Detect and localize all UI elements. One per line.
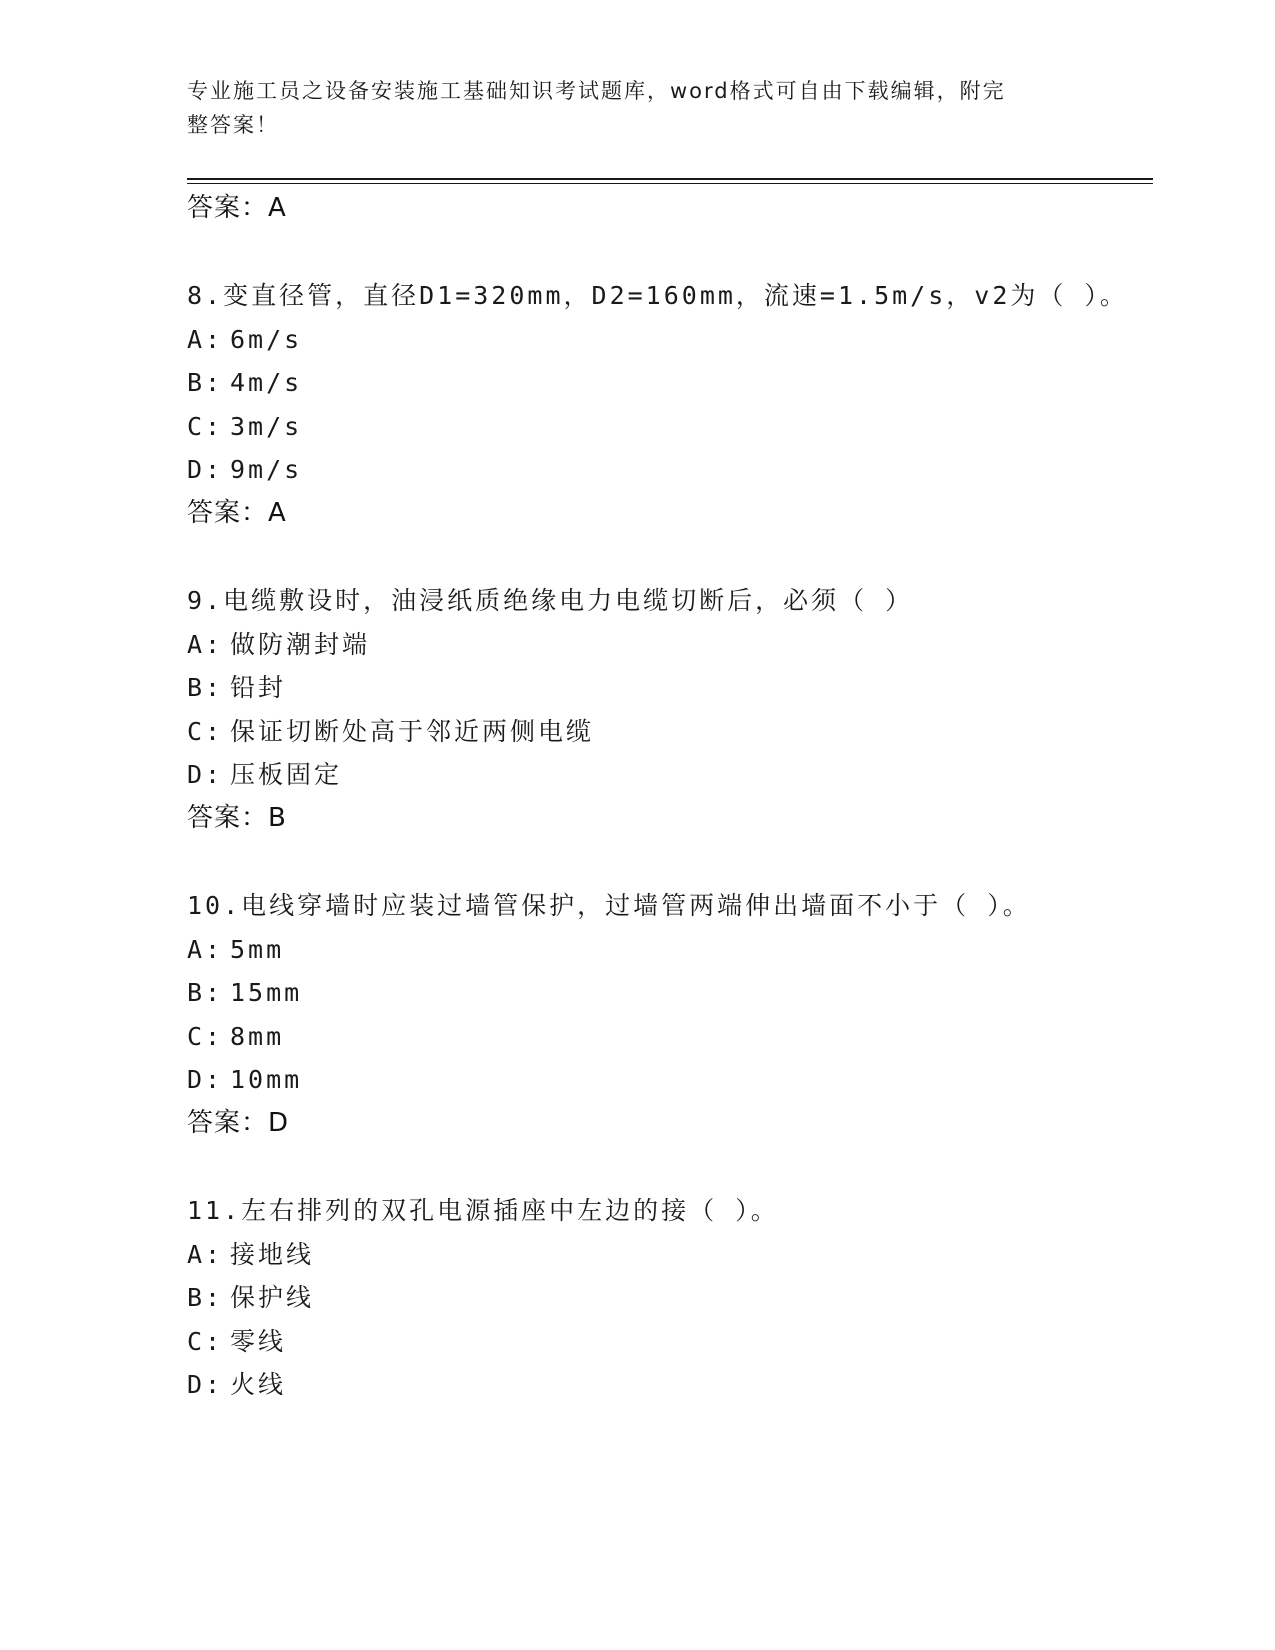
option-text: 3m/s	[230, 412, 303, 441]
option-key: B:	[187, 1283, 224, 1312]
q11-option-a	[187, 1237, 314, 1273]
header-line-1: 专业施工员之设备安装施工基础知识考试题库，word格式可自由下载编辑，附完	[187, 79, 1006, 103]
q11-option-b	[187, 1280, 314, 1316]
option-key: B:	[187, 673, 224, 702]
q10-option-b	[187, 975, 302, 1011]
option-key: A:	[187, 1240, 224, 1269]
option-text: 15mm	[230, 978, 303, 1007]
q10-option-d	[187, 1062, 302, 1098]
option-text: 压板固定	[230, 760, 343, 789]
question-10: 10.电线穿墙时应装过墙管保护，过墙管两端伸出墙面不小于（ ）。	[187, 891, 1031, 920]
option-key: C:	[187, 412, 224, 441]
q9-option-c	[187, 714, 594, 750]
option-text: 接地线	[230, 1240, 315, 1269]
q8-option-c	[187, 409, 302, 445]
header-divider-thin	[187, 183, 1153, 184]
question-11: 11.左右排列的双孔电源插座中左边的接（ ）。	[187, 1196, 779, 1225]
option-text: 火线	[230, 1370, 287, 1399]
answer-q7: 答案：A	[187, 193, 287, 223]
option-text: 5mm	[230, 935, 285, 964]
option-key: D:	[187, 1370, 224, 1399]
q9-option-a	[187, 627, 370, 663]
option-text: 铅封	[230, 673, 287, 702]
option-text: 10mm	[230, 1065, 303, 1094]
question-9: 9.电缆敷设时，油浸纸质绝缘电力电缆切断后，必须（ ）	[187, 586, 914, 615]
option-text: 8mm	[230, 1022, 285, 1051]
option-key: C:	[187, 1327, 224, 1356]
option-key: B:	[187, 978, 224, 1007]
option-key: D:	[187, 1065, 224, 1094]
option-key: C:	[187, 1022, 224, 1051]
document-header	[187, 74, 1067, 142]
q9-option-b	[187, 670, 286, 706]
answer-q10: 答案：D	[187, 1108, 290, 1138]
option-key: A:	[187, 935, 224, 964]
option-key: A:	[187, 630, 224, 659]
header-divider-thick	[187, 178, 1153, 180]
q11-option-d	[187, 1367, 286, 1403]
header-line-2: 整答案！	[187, 113, 279, 137]
option-key: A:	[187, 325, 224, 354]
option-key: D:	[187, 455, 224, 484]
q11-option-c	[187, 1324, 286, 1360]
option-key: B:	[187, 368, 224, 397]
option-text: 保护线	[230, 1283, 315, 1312]
answer-q8: 答案：A	[187, 498, 287, 528]
question-8: 8.变直径管，直径D1=320mm，D2=160mm，流速=1.5m/s，v2为（ ）。	[187, 281, 1128, 310]
q10-option-c	[187, 1019, 284, 1055]
option-text: 保证切断处高于邻近两侧电缆	[230, 717, 595, 746]
option-text: 做防潮封端	[230, 630, 371, 659]
option-text: 6m/s	[230, 325, 303, 354]
q8-option-a	[187, 322, 302, 358]
answer-q9: 答案：B	[187, 803, 287, 833]
option-text: 零线	[230, 1327, 287, 1356]
q9-option-d	[187, 757, 342, 793]
q8-option-b	[187, 365, 302, 401]
option-key: C:	[187, 717, 224, 746]
option-text: 4m/s	[230, 368, 303, 397]
option-text: 9m/s	[230, 455, 303, 484]
q8-option-d	[187, 452, 302, 488]
option-key: D:	[187, 760, 224, 789]
q10-option-a	[187, 932, 284, 968]
